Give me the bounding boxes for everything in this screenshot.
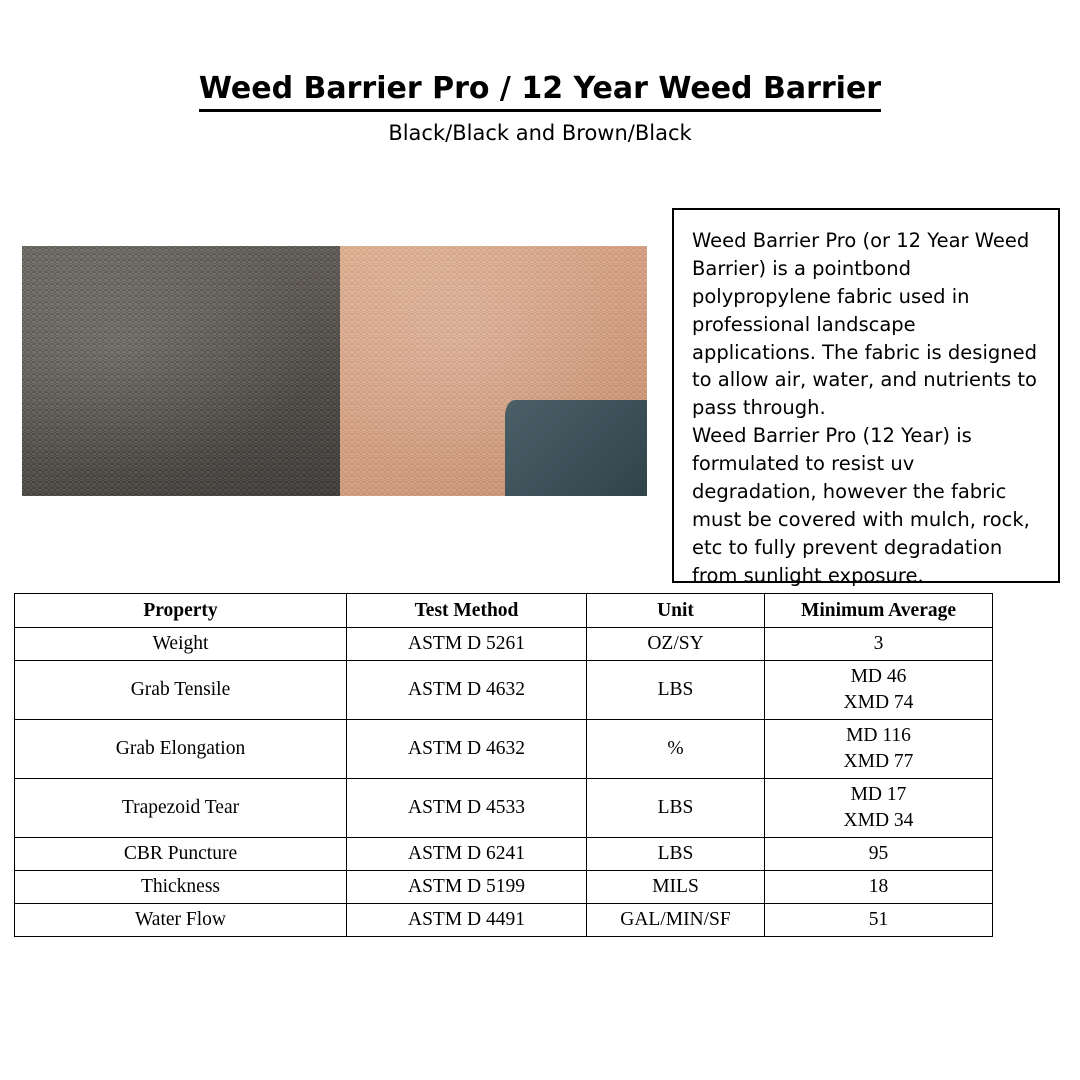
cell-minimum-average: 18 [765,870,993,903]
column-header-unit: Unit [587,594,765,628]
cell-minimum-md: MD 46 [850,666,907,687]
cell-minimum-average [765,778,993,837]
column-header-minimum-average: Minimum Average [765,594,993,628]
cell-minimum-average: 51 [765,903,993,936]
cell-minimum-xmd: XMD 74 [843,691,914,713]
cell-test-method: ASTM D 5261 [347,628,587,661]
cell-minimum-md: MD 17 [850,783,907,805]
document-header [0,0,1080,146]
cell-minimum-xmd: XMD 34 [843,809,914,831]
cell-unit: LBS [587,778,765,837]
page-title: Weed Barrier Pro / 12 Year Weed Barrier [199,72,881,112]
cell-minimum-average [765,719,993,778]
specifications-table [14,593,993,937]
table-row [15,628,993,661]
cell-minimum-md: MD 116 [846,724,911,746]
black-underside-corner [505,400,647,496]
black-fabric-swatch [22,246,340,496]
cell-property: Weight [15,628,347,661]
cell-unit: LBS [587,837,765,870]
cell-minimum-average: 95 [765,837,993,870]
cell-test-method: ASTM D 4632 [347,719,587,778]
column-header-test-method: Test Method [347,594,587,628]
description-panel [672,208,1060,587]
cell-unit: % [587,719,765,778]
cell-unit: OZ/SY [587,628,765,661]
cell-test-method: ASTM D 5199 [347,870,587,903]
table-row [15,778,993,837]
cell-minimum-average [765,661,993,720]
cell-test-method: ASTM D 6241 [347,837,587,870]
description-paragraph-2: Weed Barrier Pro (12 Year) is formulated to resist uv degradation, however the fabric must be covered with mulch, rock, etc to fully prevent degradation from sunlight exposure. [692,424,1030,587]
cell-minimum-xmd: XMD 77 [843,750,914,772]
cell-unit: LBS [587,661,765,720]
column-header-property: Property [15,594,347,628]
cell-minimum-average: 3 [765,628,993,661]
cell-test-method: ASTM D 4491 [347,903,587,936]
cell-property: Thickness [15,870,347,903]
cell-property: Grab Elongation [15,719,347,778]
brown-fabric-swatch [340,246,647,496]
cell-test-method: ASTM D 4533 [347,778,587,837]
cell-property: Grab Tensile [15,661,347,720]
table-row [15,870,993,903]
table-row [15,903,993,936]
table-row [15,719,993,778]
table-row [15,837,993,870]
page-subtitle: Black/Black and Brown/Black [388,120,692,145]
cell-test-method: ASTM D 4632 [347,661,587,720]
specifications-table-container [14,593,992,937]
fabric-swatch-group [22,246,647,496]
table-row [15,661,993,720]
description-paragraph-1: Weed Barrier Pro (or 12 Year Weed Barrier) is a pointbond polypropylene fabric used in professional landscape applications. The fabric is designed to allow air, water, and nutrients to pass through. [692,229,1037,420]
cell-property: Water Flow [15,903,347,936]
cell-unit: MILS [587,870,765,903]
table-header-row [15,594,993,628]
cell-property: CBR Puncture [15,837,347,870]
cell-unit: GAL/MIN/SF [587,903,765,936]
cell-property: Trapezoid Tear [15,778,347,837]
